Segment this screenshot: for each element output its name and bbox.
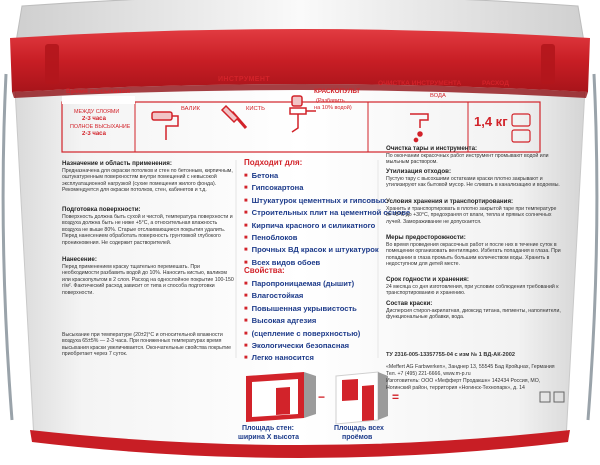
openings-area-label-2: проёмов	[342, 434, 373, 441]
tool-roller-label: ВАЛИК	[181, 106, 201, 112]
sprayer-note-1: (Разбавить	[316, 98, 345, 104]
bucket-handle	[3, 74, 12, 420]
suitable-item: ■ Прочных ВД красок и штукатурок	[244, 244, 384, 256]
right-s1-text: По окончании окрасочных работ инструмент промывают водой или мыльным раствором.	[386, 153, 549, 166]
walls-area-label-1: Площадь стен:	[242, 425, 295, 432]
right-s3-text: Хранить и транспортировать в плотно закрытой таре при температуре от +5°С до +30°С, предохраняя от влаги, тепла и прямых солнечных лучей. Замораживание не допускается.	[386, 206, 557, 225]
right-s3-title: Условия хранения и транспортирования:	[386, 198, 514, 205]
tool-sprayer-label: КРАСКОПУЛЬТ	[314, 88, 361, 95]
suitable-item: ■ Строительных плит на цементной основе	[244, 207, 384, 219]
right-s2-title: Утилизация отходов:	[386, 168, 452, 175]
drying-title: Время высыхания	[66, 88, 131, 95]
cleaning-title: ОЧИСТКА ИНСТРУМЕНТА	[378, 80, 462, 87]
right-s4-text: Во время проведения окрасочных работ и после них в течение суток в помещении организовать вентиляцию. Избегать попадания в глаза. При попадании в глаза промыть большим количеством воды. Хранить в недоступном для детей месте.	[386, 242, 561, 268]
left-section4-text: Высыхание при температуре (20±2)°С и относительной влажности воздуха 65±5% — 2-3 часа. При пониженных температурах время высыхания краски увеличивается. Окончательные свойства покрытие приобретает через 7 суток.	[62, 332, 231, 358]
right-s6-title: Состав краски:	[386, 300, 433, 307]
properties-title: Свойства:	[244, 266, 285, 275]
tool-title: ИНСТРУМЕНТ	[218, 76, 271, 83]
suitable-list	[244, 170, 411, 269]
minus-sign: −	[318, 390, 326, 404]
suitable-item: ■ Кирпича красного и силикатного	[244, 220, 384, 232]
cleaning-water-label: ВОДА	[430, 93, 446, 99]
suitable-item: ■ Всех видов обоев	[244, 257, 384, 269]
left-section2-text: Поверхность должна быть сухой и чистой, температура поверхности и воздуха должна быть не ниже +5°С, а относительная влажность воздуха не выше 80%. Старые отслаивающиеся покрытия удалить. Перед нанесением обработать поверхность грунтовкой глубокого проникновения. Не содержит растворителей.	[62, 214, 233, 246]
wall-area-diagram	[246, 372, 316, 422]
openings-area-diagram	[336, 372, 388, 424]
left-section3-text: Перед применением краску тщательно перемешать. При необходимости разбавить водой до 10%. Наносить кистью, валиком или краскопультом в 2 слоя. Расход на однослойное покрытие 100-150 г/м². Фактический расход зависит от типа и способа подготовки поверхности.	[62, 264, 234, 296]
properties-list	[244, 278, 384, 365]
tool-brush-label: КИСТЬ	[246, 106, 265, 112]
property-item: ■ Высокая адгезия	[244, 315, 384, 327]
right-s2-text: Пустую тару с высохшими остатками краски плотно закрывают и утилизируют как бытовой мусор. Не сливать в канализацию и водоемы.	[386, 176, 560, 189]
consumption-title: РАСХОД	[482, 80, 509, 87]
suitable-item: ■ Пеноблоков	[244, 232, 384, 244]
right-s6-text: Дисперсия стирол-акрилатная, диоксид титана, пигменты, наполнители, функциональные добавки, вода.	[386, 308, 561, 321]
walls-area-label-2: ширина Х высота	[238, 434, 299, 441]
openings-area-label-1: Площадь всех	[334, 425, 384, 432]
left-section3-title: Нанесение:	[62, 256, 97, 263]
between-layers-value: 2-3 часа	[82, 116, 106, 122]
right-s5-text: 24 месяца со дня изготовления, при условии соблюдения требований к транспортированию и хранению.	[386, 284, 559, 297]
tu-code: ТУ 2316-005-13357755-04 с изм № 1 ВД-АК-2002	[386, 352, 515, 358]
equals-sign: =	[392, 390, 400, 404]
maker-line-1: «Meffert AG Farbwerken», Занднер 13, 55545 Бад Кройцнах, Германия	[386, 364, 555, 370]
right-s1-title: Очистка тары и инструмента:	[386, 145, 478, 152]
property-item-note: ■ (сцепление с поверхностью)	[244, 328, 384, 340]
left-section2-title: Подготовка поверхности:	[62, 206, 141, 213]
full-drying-label: ПОЛНОЕ ВЫСЫХАНИЕ	[70, 124, 131, 130]
suitable-item: ■ Гипсокартона	[244, 182, 384, 194]
property-item: ■ Паропроницаемая (дышит)	[244, 278, 384, 290]
right-s5-title: Срок годности и хранения:	[386, 276, 469, 283]
property-item: ■ Повышенная укрывистость	[244, 303, 384, 315]
suitable-item: ■ Штукатурок цементных и гипсовых	[244, 195, 384, 207]
consumption-value: 1,4 кг	[474, 114, 508, 129]
maker-line-3: Изготовитель: ООО «Мефферт Продакшн» 142434 Россия, МО,	[386, 378, 541, 384]
left-section1-text: Предназначена для окраски потолков и стен по бетонным, кирпичным, оштукатуренным поверхностям внутри помещений с невысокой эксплуатационной нагрузкой (сухие помещения жилого фонда). Рекомендуется для окраски потолков, стен, кабинетов и т.д.	[62, 168, 233, 194]
suitable-item: ■ Бетона	[244, 170, 384, 182]
left-section1-title: Назначение и область применения:	[62, 160, 172, 167]
right-s4-title: Меры предосторожности:	[386, 234, 466, 241]
suitable-title: Подходит для:	[244, 158, 303, 167]
property-item: ■ Влагостойкая	[244, 290, 384, 302]
sprayer-note-2: на 10% водой)	[314, 105, 352, 111]
maker-line-2: Тел. +7 (495) 221-6666, www.m-p.ru	[386, 371, 471, 377]
property-item: ■ Экологически безопасная	[244, 340, 384, 352]
between-layers-label: МЕЖДУ СЛОЯМИ	[74, 109, 120, 115]
full-drying-value: 2-3 часа	[82, 131, 106, 137]
property-item: ■ Легко наносится	[244, 352, 384, 364]
maker-line-4: Ногинский район, территория «Ногинск-Технопарк», д. 14	[386, 385, 525, 391]
